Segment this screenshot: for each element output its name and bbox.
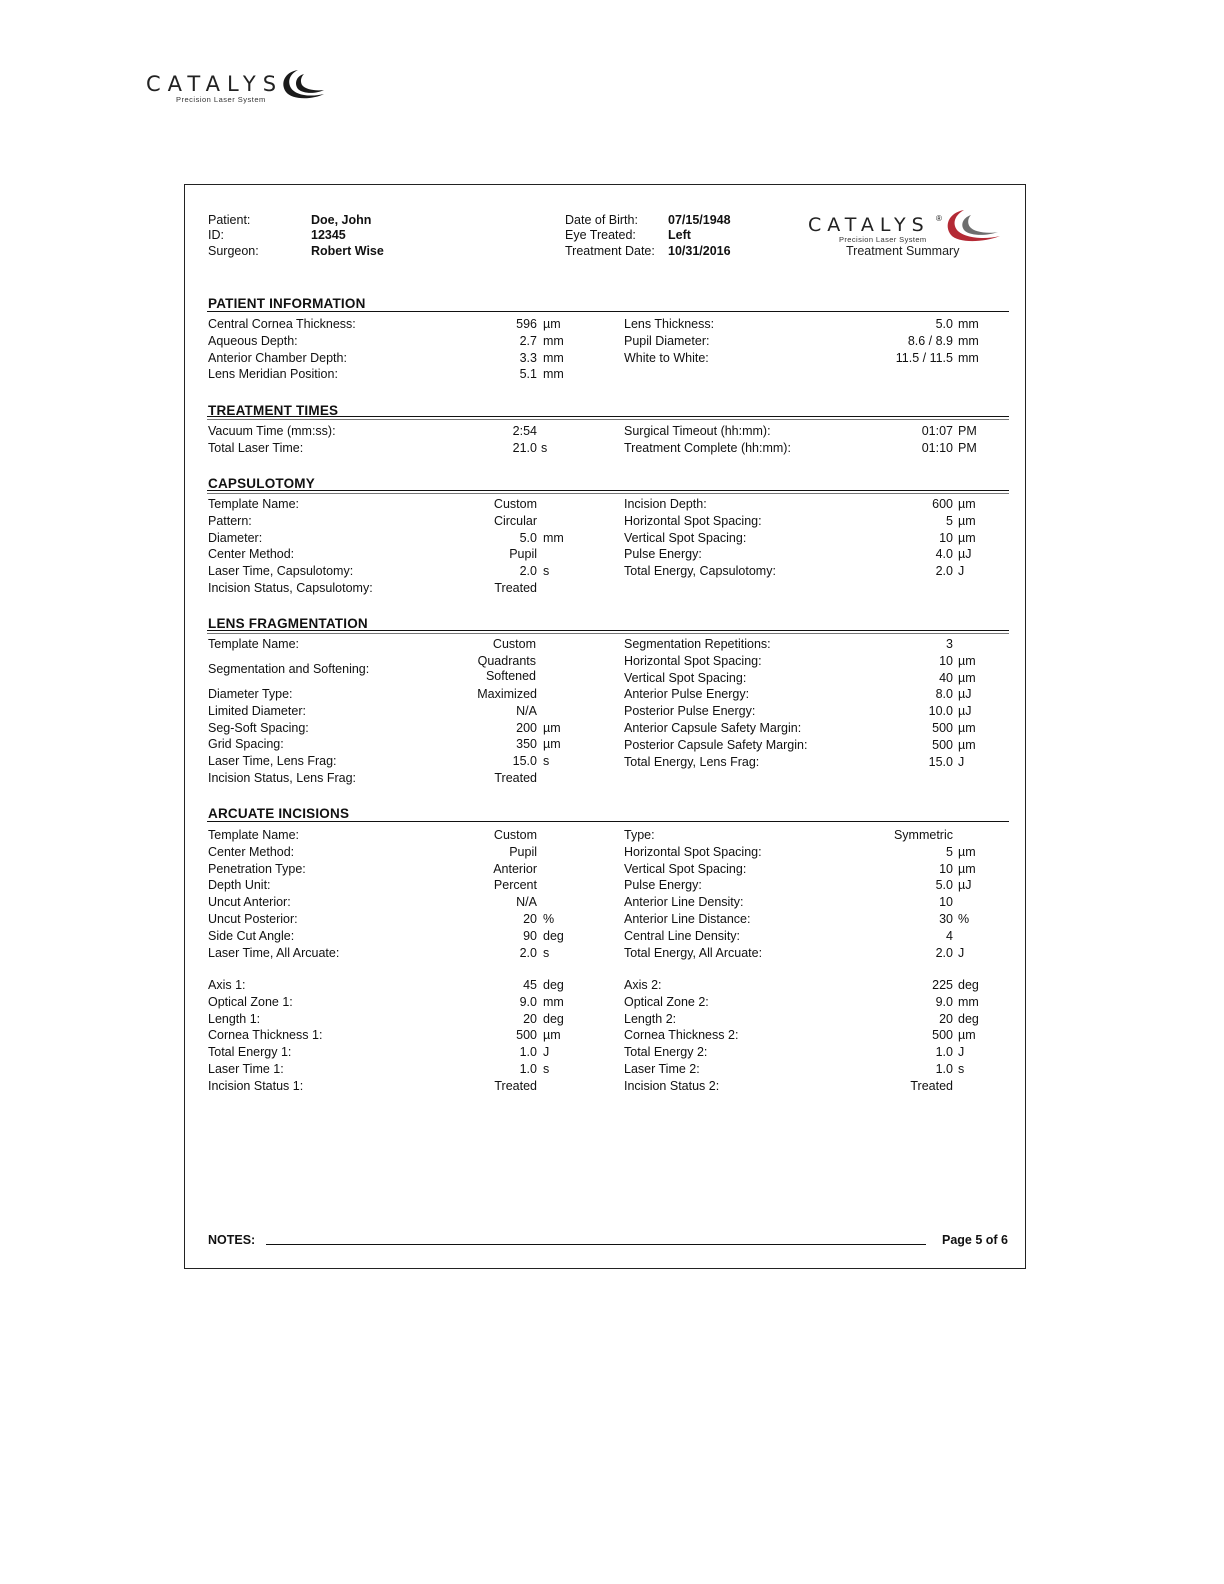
ai-incision1-value: 500 [516, 1028, 537, 1043]
id-label: ID: [208, 228, 224, 242]
ai-incision2-unit: s [958, 1062, 965, 1076]
lf-right-label: Posterior Pulse Energy: [624, 704, 756, 719]
lf-right-unit: µm [958, 670, 976, 685]
page-number: Page 5 of 6 [942, 1233, 1008, 1247]
cap-right-label: Total Energy, Capsulotomy: [624, 564, 776, 579]
cap-left-value: Pupil [509, 547, 537, 562]
ai-right-label: Type: [624, 828, 655, 842]
pi-left-label: Anterior Chamber Depth: [208, 350, 347, 365]
cap-right-value: 2.0 [935, 564, 953, 579]
cap-right-unit: µm [958, 497, 976, 511]
cap-left-value: Custom [493, 497, 537, 511]
pi-right-label: Lens Thickness: [624, 317, 715, 331]
notes-label: NOTES: [208, 1233, 256, 1247]
cap-right-label: Pulse Energy: [624, 547, 702, 562]
cap-left-value: Treated [494, 581, 537, 595]
lf-right-value: 40 [939, 670, 953, 685]
ai-incision1-value: 1.0 [519, 1045, 537, 1060]
pi-left-unit: mm [543, 367, 564, 382]
lf-right-value: 500 [932, 721, 953, 735]
lf-template-label: Template Name: [208, 637, 300, 651]
ai-incision2-unit: deg [958, 1011, 979, 1026]
cap-left-label: Diameter: [208, 530, 263, 545]
lf-left-value: N/A [516, 703, 537, 718]
lf-left-label: Seg-Soft Spacing: [208, 720, 309, 735]
ai-incision2-value: 20 [939, 1011, 953, 1026]
pi-left-value: 3.3 [519, 350, 537, 365]
lf-right-value: 8.0 [935, 687, 953, 702]
cap-left-value: Circular [493, 513, 537, 528]
pi-left-unit: mm [543, 350, 564, 365]
ai-incision2-unit: deg [958, 978, 979, 992]
lf-right-unit: J [958, 754, 965, 769]
ai-incision2-unit: µm [958, 1028, 976, 1043]
lf-right-label: Segmentation Repetitions: [624, 637, 771, 651]
cap-right-unit: µm [958, 513, 976, 528]
lf-right-unit: µm [958, 737, 976, 752]
cap-left-label: Laser Time, Capsulotomy: [208, 564, 354, 579]
ai-left-value: 20 [523, 912, 537, 926]
ai-left-label: Template Name: [208, 828, 300, 842]
patient-id: 12345 [311, 228, 346, 242]
ai-incision1-unit: µm [543, 1028, 561, 1043]
surgeon-label: Surgeon: [208, 244, 259, 258]
pi-right-unit: mm [958, 317, 979, 331]
tt-right-value: 01:10 [921, 440, 953, 455]
pi-left-label: Aqueous Depth: [208, 333, 298, 348]
lf-left-label: Incision Status, Lens Frag: [208, 771, 356, 785]
tt-right-label: Surgical Timeout (hh:mm): [624, 424, 771, 438]
registered-mark: ® [936, 214, 942, 223]
pi-right-label: White to White: [624, 350, 709, 365]
section-title-patient-information: PATIENT INFORMATION [208, 296, 366, 311]
section-rule [207, 493, 1009, 494]
ai-incision2-label: Laser Time 2: [624, 1062, 700, 1076]
ai-incision1-label: Optical Zone 1: [208, 994, 293, 1009]
lf-left-label: Diameter Type: [208, 687, 293, 701]
ai-right-value: 30 [939, 912, 953, 926]
ai-left-label: Penetration Type: [208, 861, 306, 876]
ai-incision1-label: Length 1: [208, 1011, 261, 1026]
ai-right-value: 10 [939, 895, 953, 910]
ai-right-value: Symmetric [893, 828, 953, 842]
lf-right-value: 10.0 [928, 704, 953, 719]
ai-left-unit: s [543, 945, 550, 960]
ai-incision2-label: Length 2: [624, 1011, 677, 1026]
pi-right-unit: mm [958, 350, 979, 365]
ai-left-value: N/A [516, 895, 537, 910]
patient-label: Patient: [208, 213, 251, 227]
cap-right-label: Vertical Spot Spacing: [624, 530, 747, 545]
lf-right-label: Anterior Capsule Safety Margin: [624, 721, 802, 735]
lf-right-value: 15.0 [928, 754, 953, 769]
ai-incision2-value: 225 [932, 978, 953, 992]
ai-incision2-value: 500 [932, 1028, 953, 1043]
ai-incision1-unit: mm [543, 994, 564, 1009]
ai-incision1-label: Cornea Thickness 1: [208, 1028, 323, 1043]
ai-left-unit: % [543, 912, 555, 926]
tt-left-unit: s [541, 440, 548, 455]
section-title-treatment-times: TREATMENT TIMES [208, 403, 339, 418]
ai-incision2-label: Total Energy 2: [624, 1045, 708, 1060]
ai-incision2-value: 1.0 [935, 1045, 953, 1060]
report-logo-tagline: Precision Laser System [839, 235, 927, 244]
lf-left-value: Maximized [477, 687, 537, 701]
ai-left-label: Uncut Posterior: [208, 912, 298, 926]
ai-incision2-value: Treated [910, 1078, 953, 1093]
ai-right-unit: J [958, 945, 965, 960]
section-rule [207, 419, 1009, 420]
swoosh-icon [278, 68, 328, 102]
lf-seg-value-2: Softened [485, 669, 536, 683]
section-rule [207, 821, 1009, 822]
ai-left-label: Laser Time, All Arcuate: [208, 945, 340, 960]
ai-right-value: 5.0 [935, 878, 953, 893]
tt-left-label: Total Laser Time: [208, 440, 304, 455]
ai-incision1-value: 20 [523, 1011, 537, 1026]
section-title-capsulotomy: CAPSULOTOMY [208, 476, 315, 491]
lf-right-label: Vertical Spot Spacing: [624, 670, 747, 685]
tt-right-unit: PM [958, 440, 977, 455]
ai-left-label: Side Cut Angle: [208, 928, 295, 943]
pi-right-value: 11.5 / 11.5 [895, 350, 953, 365]
ai-right-value: 10 [939, 861, 953, 876]
ai-incision2-value: 1.0 [935, 1062, 953, 1076]
ai-left-value: Percent [493, 878, 537, 893]
lf-seg-value-1: Quadrants [477, 654, 536, 668]
tt-right-unit: PM [958, 424, 977, 438]
ai-incision2-label: Axis 2: [624, 978, 662, 992]
lf-right-value: 3 [946, 637, 953, 651]
cap-right-label: Horizontal Spot Spacing: [624, 513, 762, 528]
ai-left-unit: deg [543, 928, 564, 943]
ai-left-label: Center Method: [208, 844, 295, 859]
pi-left-label: Central Cornea Thickness: [208, 317, 356, 331]
tt-left-label: Vacuum Time (mm:ss): [208, 424, 336, 438]
ai-incision2-unit: mm [958, 994, 979, 1009]
cap-right-label: Incision Depth: [624, 497, 707, 511]
ai-left-value: 2.0 [519, 945, 537, 960]
ai-right-label: Horizontal Spot Spacing: [624, 844, 762, 859]
pi-right-unit: mm [958, 333, 979, 348]
report-logo [808, 208, 1003, 260]
lf-right-value: 10 [939, 653, 953, 668]
ai-right-label: Central Line Density: [624, 928, 741, 943]
ai-left-value: Anterior [493, 861, 537, 876]
cap-left-value: 5.0 [519, 530, 537, 545]
ai-incision1-label: Incision Status 1: [208, 1078, 304, 1093]
cap-right-value: 10 [939, 530, 953, 545]
cap-right-value: 5 [946, 513, 953, 528]
cap-left-unit: mm [543, 530, 564, 545]
pi-left-value: 5.1 [519, 367, 537, 382]
ai-right-unit: µJ [958, 878, 972, 893]
section-rule [207, 633, 1009, 634]
pi-left-value: 2.7 [519, 333, 537, 348]
cap-right-unit: µJ [958, 547, 972, 562]
ai-incision2-label: Cornea Thickness 2: [624, 1028, 739, 1043]
cap-left-label: Incision Status, Capsulotomy: [208, 581, 373, 595]
ai-right-value: 5 [946, 844, 953, 859]
ai-right-label: Vertical Spot Spacing: [624, 861, 747, 876]
lf-right-unit: µm [958, 721, 976, 735]
ai-incision1-unit: J [543, 1045, 550, 1060]
ai-incision2-unit: J [958, 1045, 965, 1060]
eye-value: Left [668, 228, 691, 242]
lf-left-value: Treated [494, 771, 537, 785]
ai-incision1-unit: s [543, 1062, 550, 1076]
cap-right-value: 4.0 [935, 547, 953, 562]
lf-left-value: 200 [516, 720, 537, 735]
pi-right-value: 5.0 [935, 317, 953, 331]
cap-left-value: 2.0 [519, 564, 537, 579]
top-logo-tagline: Precision Laser System [176, 95, 266, 104]
ai-incision1-value: Treated [494, 1078, 537, 1093]
tt-left-value: 2:54 [512, 424, 537, 438]
report-title: Treatment Summary [846, 244, 960, 258]
ai-incision1-label: Axis 1: [208, 978, 246, 992]
ai-right-label: Anterior Line Density: [624, 895, 744, 910]
tt-left-value: 21.0 [512, 440, 537, 455]
ai-incision1-unit: deg [543, 1011, 564, 1026]
ai-incision1-unit: deg [543, 978, 564, 992]
ai-right-value: 2.0 [935, 945, 953, 960]
ai-right-label: Total Energy, All Arcuate: [624, 945, 763, 960]
cap-right-value: 600 [932, 497, 953, 511]
lf-right-label: Posterior Capsule Safety Margin: [624, 737, 808, 752]
ai-incision2-value: 9.0 [935, 994, 953, 1009]
section-rule [207, 311, 1009, 312]
ai-right-value: 4 [946, 928, 953, 943]
treatment-date-value: 10/31/2016 [668, 244, 731, 258]
ai-incision2-label: Incision Status 2: [624, 1078, 720, 1093]
ai-right-unit: µm [958, 861, 976, 876]
cap-right-unit: µm [958, 530, 976, 545]
cap-left-unit: s [543, 564, 550, 579]
report-logo-word: CATALYS [808, 214, 930, 236]
eye-label: Eye Treated: [565, 228, 636, 242]
lf-right-label: Horizontal Spot Spacing: [624, 653, 762, 668]
lf-right-unit: µm [958, 653, 976, 668]
top-logo [146, 70, 336, 110]
lf-left-unit: µm [543, 720, 561, 735]
lf-right-unit: µJ [958, 687, 972, 702]
cap-left-label: Pattern: [208, 513, 252, 528]
tt-right-label: Treatment Complete (hh:mm): [624, 440, 791, 455]
lf-left-unit: µm [543, 737, 561, 752]
section-title-lens-fragmentation: LENS FRAGMENTATION [208, 616, 368, 631]
section-rule [207, 416, 1009, 417]
ai-left-label: Uncut Anterior: [208, 895, 291, 910]
ai-right-label: Pulse Energy: [624, 878, 702, 893]
pi-left-label: Lens Meridian Position: [208, 367, 338, 382]
ai-left-value: Custom [493, 828, 537, 842]
tt-right-value: 01:07 [921, 424, 953, 438]
ai-right-unit: µm [958, 844, 976, 859]
lf-right-value: 500 [932, 737, 953, 752]
ai-incision1-value: 45 [523, 978, 537, 992]
section-title-arcuate-incisions: ARCUATE INCISIONS [208, 806, 350, 821]
ai-left-value: Pupil [509, 844, 537, 859]
cap-left-label: Center Method: [208, 547, 295, 562]
pi-right-value: 8.6 / 8.9 [907, 333, 953, 348]
patient-name: Doe, John [311, 213, 372, 227]
ai-incision1-label: Laser Time 1: [208, 1062, 284, 1076]
cap-left-label: Template Name: [208, 497, 300, 511]
pi-left-value: 596 [516, 317, 537, 331]
lf-left-label: Limited Diameter: [208, 703, 306, 718]
dob-label: Date of Birth: [565, 213, 638, 227]
lf-right-unit: µJ [958, 704, 972, 719]
ai-right-unit: % [958, 912, 970, 926]
section-rule [207, 490, 1009, 491]
ai-right-label: Anterior Line Distance: [624, 912, 751, 926]
ai-left-label: Depth Unit: [208, 878, 271, 893]
surgeon-name: Robert Wise [311, 244, 384, 258]
top-logo-word: CATALYS [146, 72, 284, 96]
notes-line [266, 1244, 926, 1245]
pi-right-label: Pupil Diameter: [624, 333, 710, 348]
lf-right-label: Total Energy, Lens Frag: [624, 754, 760, 769]
lf-seg-label: Segmentation and Softening: [208, 662, 370, 676]
lf-left-unit: s [543, 754, 550, 769]
pi-left-unit: mm [543, 333, 564, 348]
cap-right-unit: J [958, 564, 965, 579]
swoosh-icon [942, 208, 1002, 246]
lf-left-value: 15.0 [512, 754, 537, 769]
ai-incision2-label: Optical Zone 2: [624, 994, 709, 1009]
ai-incision1-value: 9.0 [519, 994, 537, 1009]
lf-left-value: 350 [516, 737, 537, 752]
treatment-date-label: Treatment Date: [565, 244, 655, 258]
pi-left-unit: µm [543, 317, 561, 331]
dob-value: 07/15/1948 [668, 213, 731, 227]
lf-left-label: Grid Spacing: [208, 737, 284, 752]
ai-incision1-value: 1.0 [519, 1062, 537, 1076]
section-rule [207, 630, 1009, 631]
lf-template-value: Custom [492, 637, 536, 651]
ai-incision1-label: Total Energy 1: [208, 1045, 292, 1060]
lf-right-label: Anterior Pulse Energy: [624, 687, 750, 702]
lf-left-label: Laser Time, Lens Frag: [208, 754, 337, 769]
ai-left-value: 90 [523, 928, 537, 943]
